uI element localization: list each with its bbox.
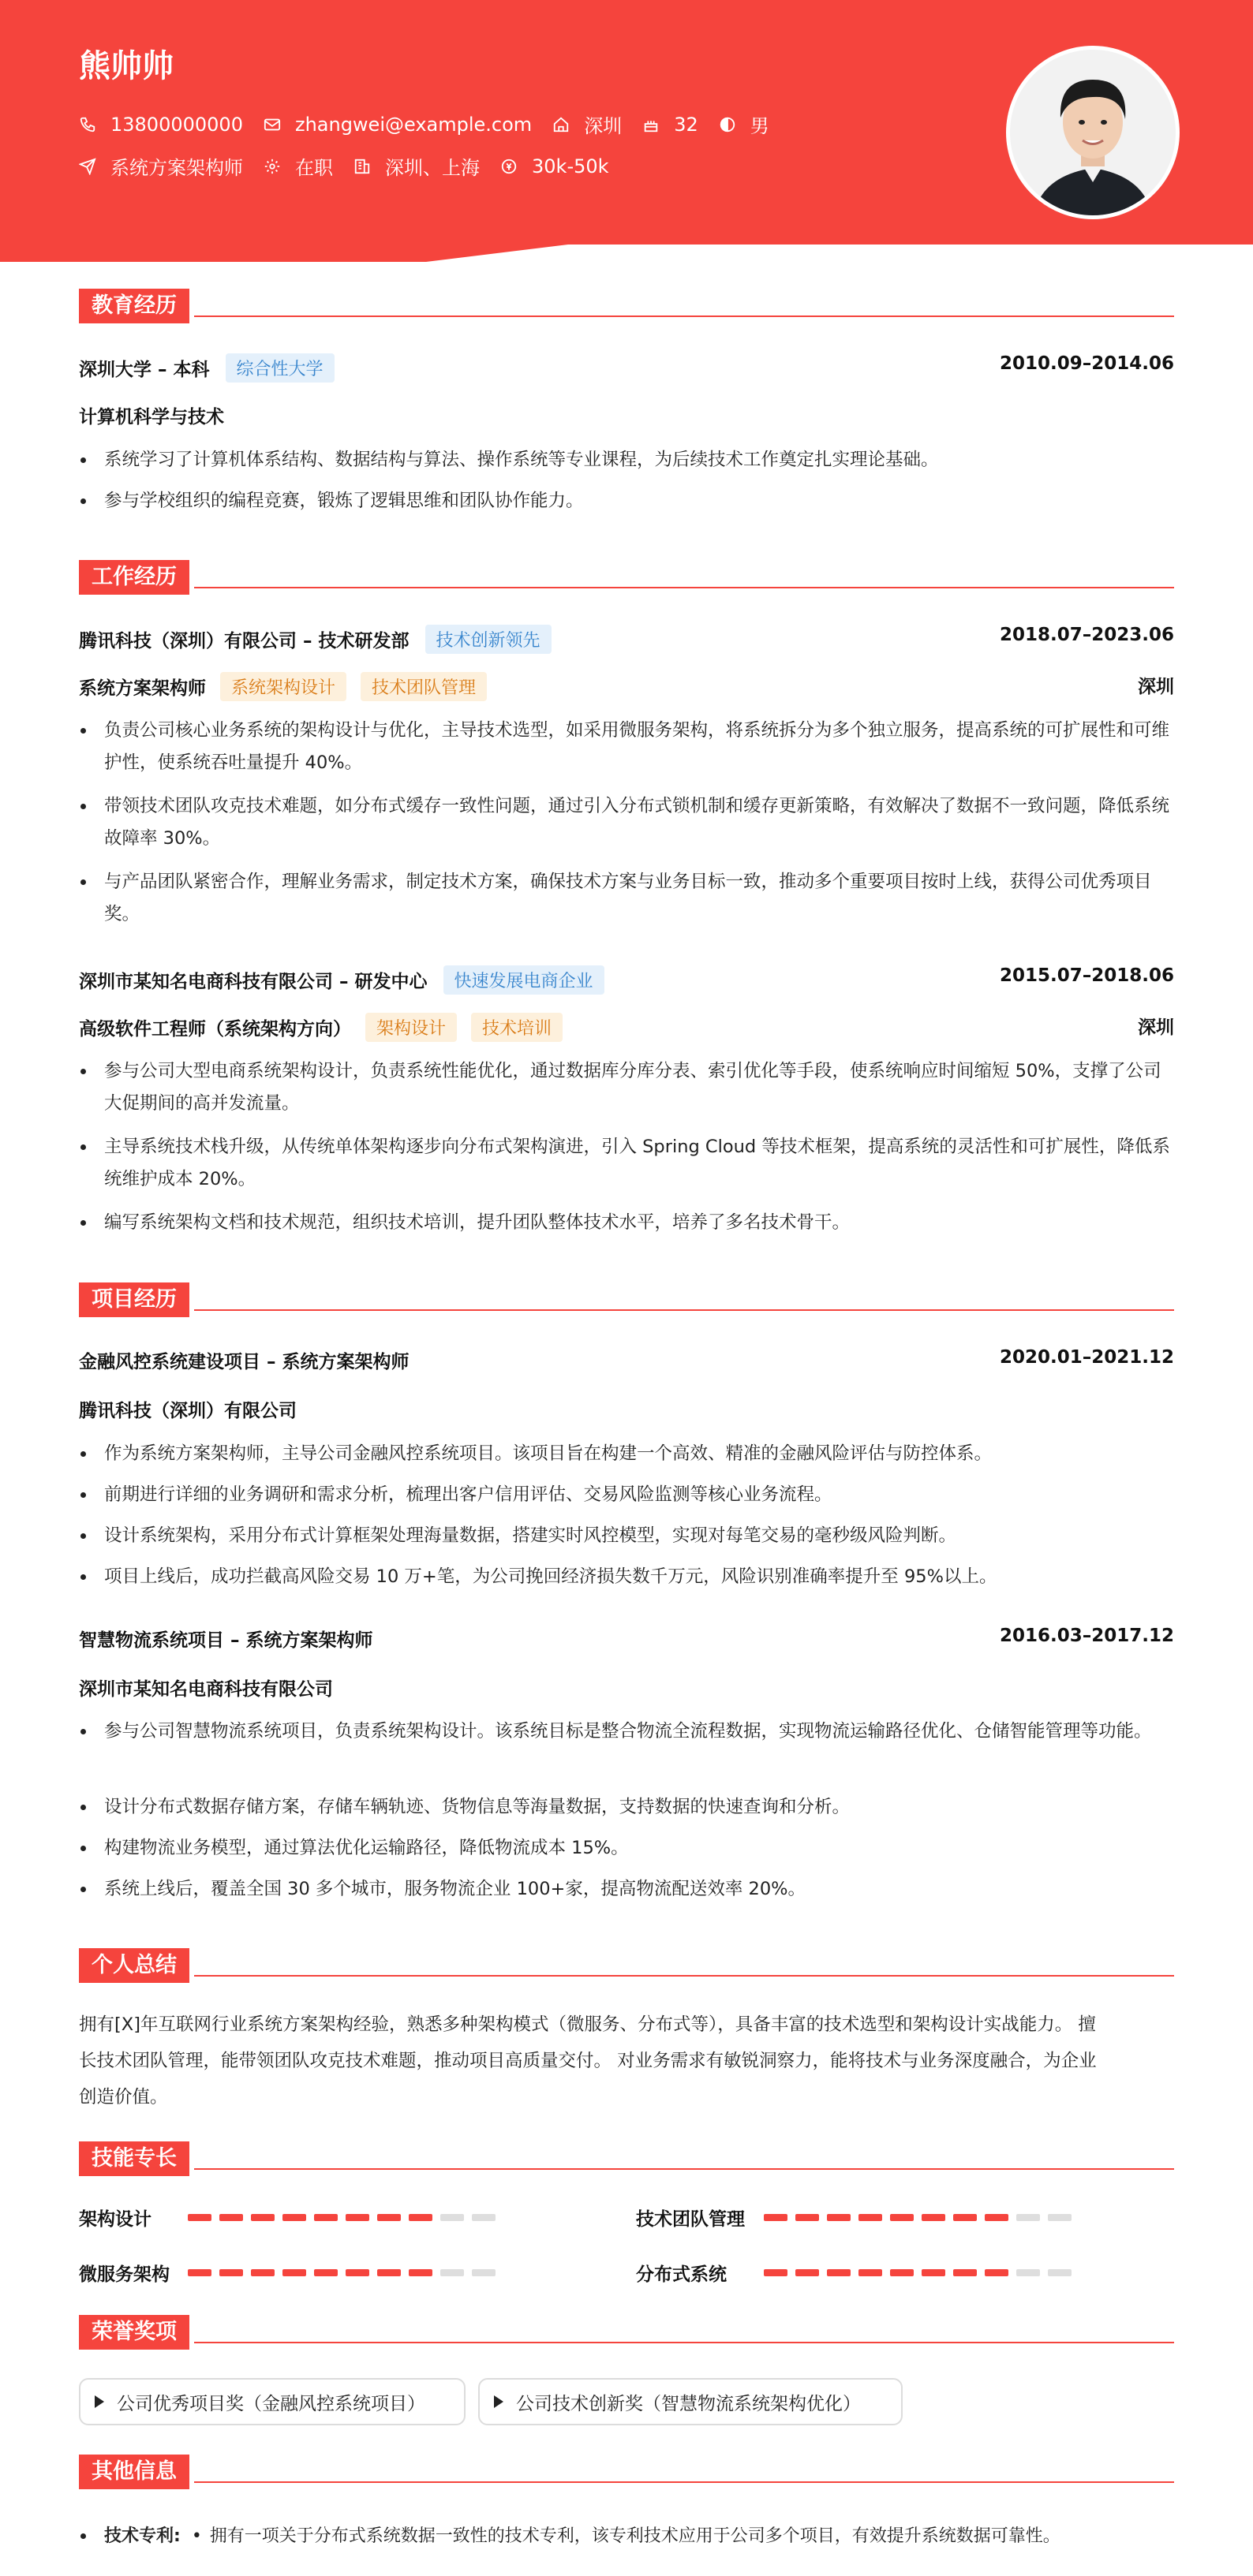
major: 计算机科学与技术 bbox=[79, 407, 224, 427]
caret-right-icon bbox=[95, 2395, 104, 2408]
mail-icon bbox=[264, 116, 281, 133]
cake-icon bbox=[642, 116, 660, 133]
skill-segment-empty bbox=[440, 2214, 464, 2221]
skill-segment-empty bbox=[1016, 2214, 1040, 2221]
role-tag: 架构设计 bbox=[365, 1013, 457, 1042]
list-item: 参与公司大型电商系统架构设计，负责系统性能优化，通过数据库分库分表、索引优化等手段，使系统响应时间缩短 50%，支撑了公司大促期间的高并发流量。 bbox=[79, 1055, 1174, 1120]
section-divider bbox=[194, 2342, 1174, 2343]
skill-segment-empty bbox=[440, 2269, 464, 2276]
skill-segment-filled bbox=[314, 2214, 338, 2221]
skill-name: 分布式系统 bbox=[636, 2264, 727, 2285]
phone-text: 13800000000 bbox=[110, 113, 243, 136]
skill-segment-filled bbox=[377, 2214, 401, 2221]
age-text: 32 bbox=[674, 113, 698, 136]
salary-item bbox=[500, 155, 609, 177]
skill-segment-filled bbox=[890, 2269, 914, 2276]
skill-name: 微服务架构 bbox=[79, 2264, 170, 2285]
skill-segment-filled bbox=[953, 2269, 977, 2276]
list-item: 参与公司智慧物流系统项目，负责系统架构设计。该系统目标是整合物流全流程数据，实现物流运输路径优化、仓储智能管理等功能。 bbox=[79, 1715, 1174, 1748]
target-city-text: 深圳、上海 bbox=[385, 157, 480, 179]
section-title-summary: 个人总结 bbox=[79, 1948, 189, 1983]
skill-segment-filled bbox=[953, 2214, 977, 2221]
avatar bbox=[1006, 46, 1180, 219]
skill-segment-filled bbox=[251, 2269, 275, 2276]
building-icon bbox=[353, 158, 371, 175]
skill-segment-filled bbox=[219, 2214, 243, 2221]
award-card bbox=[478, 2378, 903, 2425]
section-skills bbox=[79, 2141, 1174, 2176]
salary-text: 30k-50k bbox=[532, 155, 609, 177]
work-location: 深圳 bbox=[1138, 1017, 1174, 1038]
skill-segment-filled bbox=[764, 2269, 787, 2276]
skill-segment-filled bbox=[922, 2214, 945, 2221]
skill-segment-filled bbox=[409, 2214, 432, 2221]
role-tag: 技术培训 bbox=[471, 1013, 563, 1042]
section-title-skills: 技能专长 bbox=[79, 2141, 189, 2176]
section-summary bbox=[79, 1948, 1174, 1983]
skill-segment-filled bbox=[188, 2269, 211, 2276]
work-date: 2015.07–2018.06 bbox=[999, 965, 1174, 986]
project-date: 2020.01–2021.12 bbox=[999, 1347, 1174, 1368]
skill-level-bar bbox=[188, 2269, 503, 2276]
skill-segment-empty bbox=[1016, 2269, 1040, 2276]
section-divider bbox=[194, 1309, 1174, 1311]
section-divider bbox=[194, 2168, 1174, 2170]
skill-segment-filled bbox=[827, 2269, 851, 2276]
list-item: 系统学习了计算机体系结构、数据结构与算法、操作系统等专业课程，为后续技术工作奠定扎实理论基础。 bbox=[79, 444, 1174, 476]
list-item: 作为系统方案架构师，主导公司金融风控系统项目。该项目旨在构建一个高效、精准的金融风险评估与防控体系。 bbox=[79, 1438, 1174, 1470]
other-info-text: 拥有一项关于分布式系统数据一致性的技术专利，该专利技术应用于公司多个项目，有效提升系统数据可靠性。 bbox=[209, 2526, 1060, 2546]
skill-segment-filled bbox=[282, 2214, 306, 2221]
work-date: 2018.07–2023.06 bbox=[999, 625, 1174, 645]
list-item: 系统上线后，覆盖全国 30 多个城市，服务物流企业 100+家，提高物流配送效率 20%。 bbox=[79, 1873, 1174, 1906]
list-item: 设计分布式数据存储方案，存储车辆轨迹、货物信息等海量数据，支持数据的快速查询和分析。 bbox=[79, 1791, 1174, 1824]
skill-segment-filled bbox=[377, 2269, 401, 2276]
school-name: 深圳大学 – 本科 bbox=[79, 360, 210, 380]
skill-segment-empty bbox=[472, 2269, 496, 2276]
skill-level-bar bbox=[764, 2214, 1079, 2221]
section-awards bbox=[79, 2315, 1174, 2350]
list-item: 参与学校组织的编程竞赛，锻炼了逻辑思维和团队协作能力。 bbox=[79, 485, 1174, 517]
user-icon bbox=[719, 116, 736, 133]
list-item: 主导系统技术栈升级，从传统单体架构逐步向分布式架构演进，引入 Spring Cloud 等技术框架，提高系统的灵活性和可扩展性，降低系统维护成本 20%。 bbox=[79, 1131, 1174, 1196]
role-tag: 系统架构设计 bbox=[220, 672, 346, 701]
role-title: 系统方案架构师 bbox=[79, 678, 206, 699]
role-tag: 技术团队管理 bbox=[361, 672, 487, 701]
job-title-item bbox=[79, 152, 243, 180]
status-text: 在职 bbox=[295, 157, 333, 179]
summary-line: 长技术团队管理，能带领团队攻克技术难题，推动项目高质量交付。 对业务需求有敏锐洞察力，能将技术与业务深度融合，为企业 bbox=[79, 2051, 1097, 2071]
list-item: 编写系统架构文档和技术规范，组织技术培训，提升团队整体技术水平，培养了多名技术骨干。 bbox=[79, 1207, 1174, 1239]
skill-segment-empty bbox=[1048, 2214, 1072, 2221]
gender-item bbox=[719, 110, 769, 138]
list-item: 负责公司核心业务系统的架构设计与优化，主导技术选型，如采用微服务架构，将系统拆分为多个独立服务，提高系统的可扩展性和可维护性，使系统吞吐量提升 40%。 bbox=[79, 715, 1174, 779]
education-date: 2010.09–2014.06 bbox=[999, 353, 1174, 374]
project-name: 金融风控系统建设项目 – 系统方案架构师 bbox=[79, 1352, 410, 1372]
skill-segment-filled bbox=[922, 2269, 945, 2276]
phone-icon bbox=[79, 116, 96, 133]
age-item bbox=[642, 114, 698, 136]
section-other bbox=[79, 2455, 1174, 2489]
section-divider bbox=[194, 2481, 1174, 2483]
skill-segment-filled bbox=[858, 2269, 882, 2276]
list-item: 与产品团队紧密合作，理解业务需求，制定技术方案，确保技术方案与业务目标一致，推动多个重要项目按时上线，获得公司优秀项目奖。 bbox=[79, 866, 1174, 931]
skill-name: 架构设计 bbox=[79, 2209, 151, 2230]
work-location: 深圳 bbox=[1138, 677, 1174, 697]
section-title-work: 工作经历 bbox=[79, 560, 189, 595]
bullet-dot: • bbox=[191, 2526, 202, 2546]
skill-segment-filled bbox=[795, 2214, 819, 2221]
skill-segment-filled bbox=[985, 2214, 1008, 2221]
job-title-text: 系统方案架构师 bbox=[110, 157, 243, 179]
company-badge: 技术创新领先 bbox=[425, 625, 552, 654]
skill-name: 技术团队管理 bbox=[636, 2209, 745, 2230]
list-item: 前期进行详细的业务调研和需求分析，梳理出客户信用评估、交易风险监测等核心业务流程。 bbox=[79, 1479, 1174, 1511]
city-item bbox=[552, 110, 622, 138]
skill-segment-filled bbox=[346, 2269, 369, 2276]
skill-segment-filled bbox=[251, 2214, 275, 2221]
candidate-name: 熊帅帅 bbox=[79, 48, 174, 84]
email-text: zhangwei@example.com bbox=[294, 113, 533, 136]
skill-segment-filled bbox=[764, 2214, 787, 2221]
skill-segment-empty bbox=[472, 2214, 496, 2221]
company-name: 深圳市某知名电商科技有限公司 – 研发中心 bbox=[79, 972, 428, 992]
section-title-education: 教育经历 bbox=[79, 289, 189, 323]
section-education bbox=[79, 289, 1174, 323]
list-item: 设计系统架构，采用分布式计算框架处理海量数据，搭建实时风控模型，实现对每笔交易的毫秒级风险判断。 bbox=[79, 1520, 1174, 1552]
skill-segment-filled bbox=[282, 2269, 306, 2276]
skill-segment-filled bbox=[827, 2214, 851, 2221]
section-divider bbox=[194, 1975, 1174, 1977]
caret-right-icon bbox=[494, 2395, 503, 2408]
section-divider bbox=[194, 315, 1174, 317]
company-badge: 快速发展电商企业 bbox=[443, 965, 604, 995]
list-item: 构建物流业务模型，通过算法优化运输路径，降低物流成本 15%。 bbox=[79, 1832, 1174, 1865]
list-item: 带领技术团队攻克技术难题，如分布式缓存一致性问题，通过引入分布式锁机制和缓存更新策略，有效解决了数据不一致问题，降低系统故障率 30%。 bbox=[79, 790, 1174, 855]
other-info-label: 技术专利: bbox=[104, 2526, 181, 2546]
city-text: 深圳 bbox=[584, 115, 623, 137]
email-item bbox=[264, 114, 532, 136]
summary-line: 创造价值。 bbox=[79, 2087, 168, 2107]
section-projects bbox=[79, 1282, 1174, 1317]
target-city-item bbox=[353, 152, 480, 180]
skill-segment-filled bbox=[985, 2269, 1008, 2276]
skill-segment-filled bbox=[409, 2269, 432, 2276]
role-title: 高级软件工程师（系统架构方向） bbox=[79, 1019, 351, 1040]
contact-info-row bbox=[79, 110, 790, 138]
award-text: 公司优秀项目奖（金融风控系统项目） bbox=[117, 2393, 425, 2414]
gear-icon bbox=[264, 158, 281, 175]
send-icon bbox=[79, 158, 96, 175]
award-card bbox=[79, 2378, 466, 2425]
skill-segment-filled bbox=[188, 2214, 211, 2221]
skill-segment-filled bbox=[219, 2269, 243, 2276]
list-item: 项目上线后，成功拦截高风险交易 10 万+笔，为公司挽回经济损失数千万元，风险识别准确率提升至 95%以上。 bbox=[79, 1561, 1174, 1593]
job-info-row bbox=[79, 152, 630, 180]
skill-segment-filled bbox=[314, 2269, 338, 2276]
money-icon bbox=[500, 158, 518, 175]
other-info-item bbox=[79, 2520, 1174, 2552]
section-title-other: 其他信息 bbox=[79, 2455, 189, 2489]
skill-segment-filled bbox=[795, 2269, 819, 2276]
skill-segment-empty bbox=[1048, 2269, 1072, 2276]
section-work bbox=[79, 560, 1174, 595]
summary-line: 拥有[X]年互联网行业系统方案架构经验，熟悉多种架构模式（微服务、分布式等），具备丰富的技术选型和架构设计实战能力。 擅 bbox=[79, 2014, 1096, 2035]
phone-item bbox=[79, 114, 243, 136]
home-icon bbox=[552, 116, 570, 133]
status-item bbox=[264, 152, 333, 180]
skill-level-bar bbox=[188, 2214, 503, 2221]
section-divider bbox=[194, 587, 1174, 588]
skill-level-bar bbox=[764, 2269, 1079, 2276]
project-company: 深圳市某知名电商科技有限公司 bbox=[79, 1679, 333, 1700]
skill-segment-filled bbox=[346, 2214, 369, 2221]
section-title-awards: 荣誉奖项 bbox=[79, 2315, 189, 2350]
project-name: 智慧物流系统项目 – 系统方案架构师 bbox=[79, 1630, 373, 1651]
school-badge: 综合性大学 bbox=[226, 353, 335, 383]
project-date: 2016.03–2017.12 bbox=[999, 1626, 1174, 1646]
skill-segment-filled bbox=[890, 2214, 914, 2221]
award-text: 公司技术创新奖（智慧物流系统架构优化） bbox=[516, 2393, 861, 2414]
section-title-projects: 项目经历 bbox=[79, 1282, 189, 1317]
skill-segment-filled bbox=[858, 2214, 882, 2221]
company-name: 腾讯科技（深圳）有限公司 – 技术研发部 bbox=[79, 631, 410, 651]
project-company: 腾讯科技（深圳）有限公司 bbox=[79, 1401, 297, 1421]
gender-text: 男 bbox=[750, 115, 769, 137]
